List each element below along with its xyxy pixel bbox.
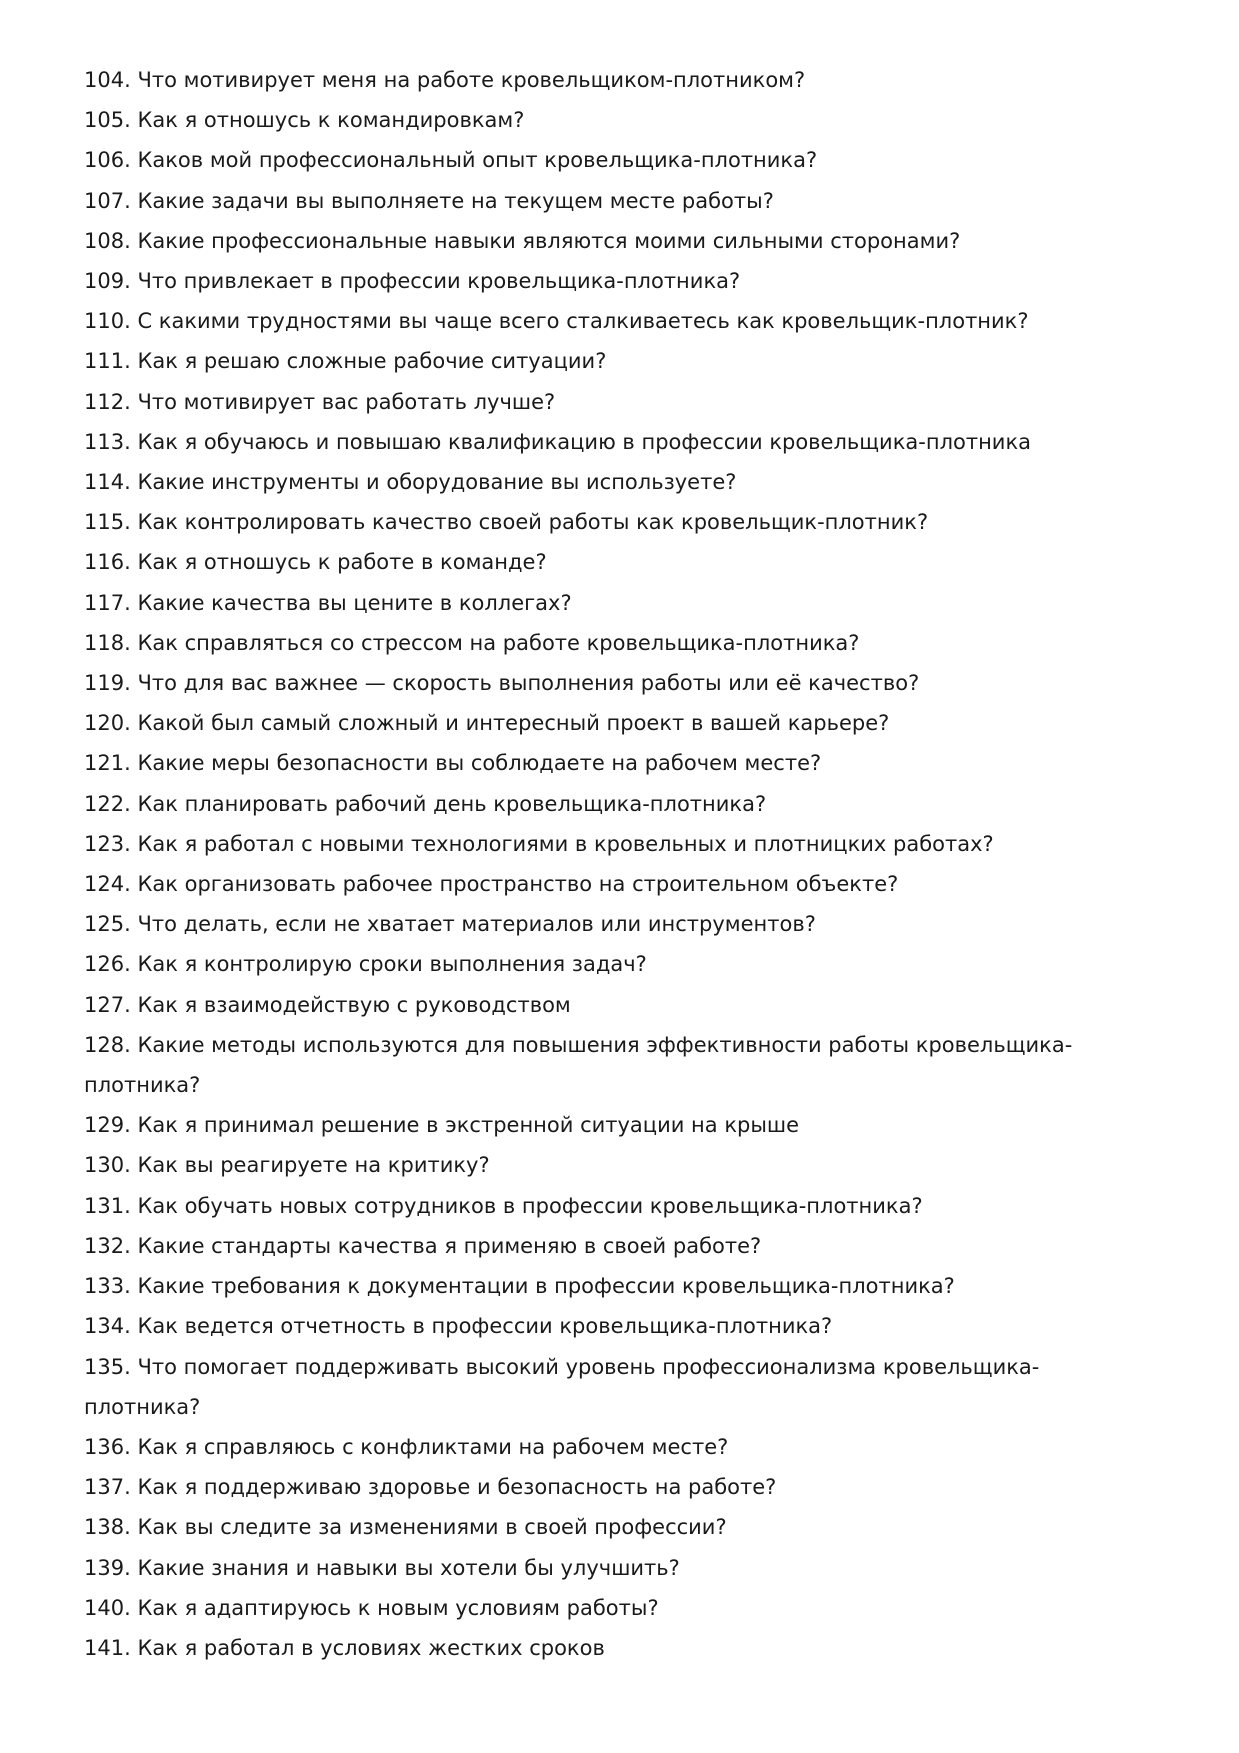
question-number: 121. [84,751,131,776]
question-text: Как я работал с новыми технологиями в кровельных и плотницких работах? [137,831,994,856]
question-number: 104. [84,68,131,92]
list-item [84,944,1124,984]
list-item [84,904,1124,944]
list-item [84,583,1124,623]
list-item [84,1105,1124,1145]
question-text: Как я взаимодействую с руководством [137,992,571,1017]
list-item [84,1025,1124,1105]
question-number: 124. [84,872,131,897]
question-text: Как я отношусь к командировкам? [137,108,525,133]
question-text: Какие стандарты качества я применяю в своей работе? [137,1233,762,1258]
question-text: Как планировать рабочий день кровельщика-плотника? [137,791,767,816]
question-text: Как контролировать качество своей работы как кровельщик-плотник? [137,510,929,535]
question-number: 111. [84,349,131,374]
question-text: Как организовать рабочее пространство на строительном объекте? [137,872,899,897]
list-item [84,1548,1124,1588]
question-text: Как я поддерживаю здоровье и безопасность на работе? [137,1475,777,1500]
list-item [84,1186,1124,1226]
list-item [84,1347,1124,1427]
question-number: 105. [84,108,131,133]
list-item [84,542,1124,582]
list-item [84,623,1124,663]
list-item [84,140,1124,180]
list-item [84,382,1124,422]
list-item [84,1145,1124,1185]
question-text: Как обучать новых сотрудников в профессии кровельщика-плотника? [137,1193,923,1218]
question-text: Как я решаю сложные рабочие ситуации? [137,349,607,374]
list-item [84,100,1124,140]
question-text: Какие задачи вы выполняете на текущем месте работы? [137,188,774,213]
question-number: 109. [84,269,131,294]
list-item [84,301,1124,341]
question-text: С какими трудностями вы чаще всего сталкиваетесь как кровельщик-плотник? [137,309,1029,334]
question-text: Как я контролирую сроки выполнения задач? [137,952,647,977]
question-list [84,60,1124,1668]
question-text: Как я отношусь к работе в команде? [137,550,547,575]
question-text: Что делать, если не хватает материалов или инструментов? [137,912,816,937]
list-item [84,422,1124,462]
question-text: Как я принимал решение в экстренной ситуации на крыше [137,1113,800,1138]
question-text: Какие качества вы цените в коллегах? [137,590,572,615]
question-number: 130. [84,1153,131,1178]
list-item [84,703,1124,743]
question-number: 126. [84,952,131,977]
question-text: Как я обучаюсь и повышаю квалификацию в профессии кровельщика-плотника [137,429,1031,454]
question-text: Какой был самый сложный и интересный проект в вашей карьере? [137,711,890,736]
question-number: 112. [84,389,131,414]
question-number: 136. [84,1434,131,1459]
question-number: 133. [84,1274,131,1299]
question-number: 106. [84,148,131,173]
list-item [84,663,1124,703]
list-item [84,1266,1124,1306]
question-text: Как вы реагируете на критику? [137,1153,490,1178]
question-text: Какие требования к документации в профессии кровельщика-плотника? [137,1274,955,1299]
question-text: Какие меры безопасности вы соблюдаете на рабочем месте? [137,751,822,776]
list-item [84,1588,1124,1628]
question-text: Как ведется отчетность в профессии кровельщика-плотника? [137,1314,833,1339]
list-item [84,60,1124,100]
question-number: 127. [84,992,131,1017]
question-number: 117. [84,590,131,615]
question-text: Какие знания и навыки вы хотели бы улучшить? [137,1555,680,1580]
question-number: 125. [84,912,131,937]
question-text: Что помогает поддерживать высокий уровень профессионализма кровельщика-плотника? [84,1354,1040,1419]
question-text: Как я справляюсь с конфликтами на рабочем месте? [137,1434,729,1459]
question-number: 114. [84,470,131,495]
question-number: 122. [84,791,131,816]
question-text: Какие профессиональные навыки являются моими сильными сторонами? [137,228,961,253]
list-item [84,181,1124,221]
question-text: Какие методы используются для повышения эффективности работы кровельщика-плотника? [84,1032,1073,1098]
question-text: Что для вас важнее — скорость выполнения работы или её качество? [137,671,920,696]
question-text: Как вы следите за изменениями в своей профессии? [137,1515,727,1540]
list-item [84,221,1124,261]
list-item [84,462,1124,502]
question-number: 131. [84,1193,131,1218]
question-number: 137. [84,1475,131,1500]
question-number: 141. [84,1635,131,1660]
question-text: Как я адаптируюсь к новым условиям работы? [137,1595,659,1620]
list-item [84,341,1124,381]
question-number: 113. [84,429,131,454]
question-number: 119. [84,671,131,696]
list-item [84,784,1124,824]
list-item [84,1628,1124,1668]
question-text: Как я работал в условиях жестких сроков [137,1635,605,1660]
list-item [84,985,1124,1025]
list-item [84,1467,1124,1507]
question-number: 134. [84,1314,131,1339]
question-number: 110. [84,309,131,334]
list-item [84,824,1124,864]
question-number: 139. [84,1555,131,1580]
question-text: Какие инструменты и оборудование вы используете? [137,470,737,495]
list-item [84,743,1124,783]
list-item [84,1226,1124,1266]
question-number: 135. [84,1354,131,1379]
question-number: 129. [84,1113,131,1138]
list-item [84,1306,1124,1346]
question-number: 116. [84,550,131,575]
list-item [84,1427,1124,1467]
question-number: 118. [84,630,131,655]
list-item [84,261,1124,301]
question-text: Каков мой профессиональный опыт кровельщика-плотника? [137,148,818,173]
list-item [84,864,1124,904]
question-number: 120. [84,711,131,736]
list-item [84,1507,1124,1547]
question-text: Как справляться со стрессом на работе кровельщика-плотника? [137,630,860,655]
question-number: 140. [84,1595,131,1620]
document-page [84,60,1124,1668]
question-number: 123. [84,831,131,856]
question-number: 107. [84,188,131,213]
question-text: Что мотивирует вас работать лучше? [137,389,556,414]
question-number: 128. [84,1032,131,1057]
question-number: 132. [84,1233,131,1258]
question-number: 108. [84,228,131,253]
question-text: Что мотивирует меня на работе кровельщиком-плотником? [137,68,806,92]
question-number: 138. [84,1515,131,1540]
list-item [84,502,1124,542]
question-text: Что привлекает в профессии кровельщика-плотника? [137,269,741,294]
question-number: 115. [84,510,131,535]
